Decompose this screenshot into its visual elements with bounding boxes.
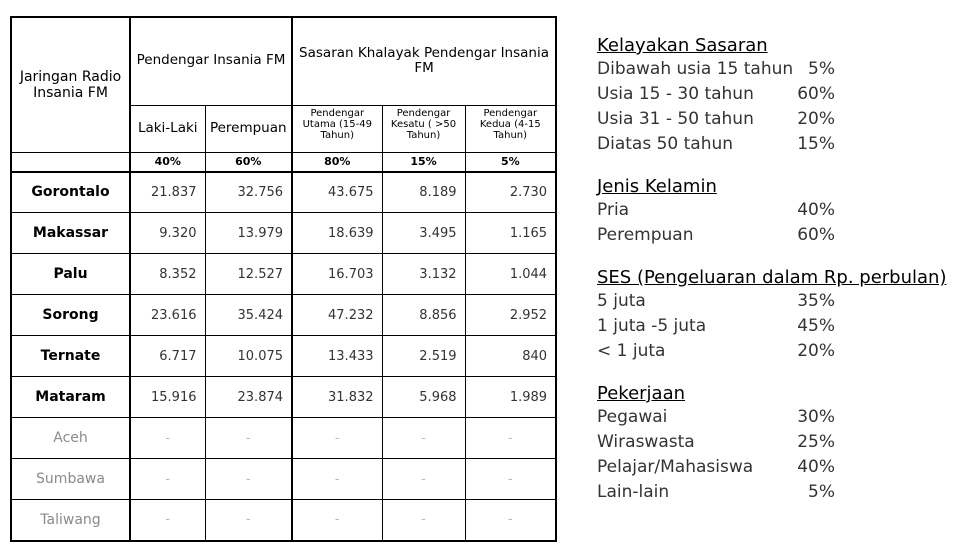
value-cell: - [130,459,205,500]
value-cell: - [465,418,556,459]
value-cell: 43.675 [292,172,382,213]
value-cell: 5.968 [382,377,465,418]
sub-header-female: Perempuan [205,105,292,152]
item-label: Pegawai [597,407,668,427]
item-value: 5% [808,59,835,79]
profile-section [597,266,947,364]
value-cell: 15.916 [130,377,205,418]
value-cell: 13.979 [205,213,292,254]
table-body [11,172,556,541]
profile-item [597,132,947,157]
profile-section [597,175,947,248]
table-row [11,459,556,500]
pct-second: 5% [465,152,556,172]
table-row [11,336,556,377]
item-label: Lain-lain [597,482,670,502]
profile-item [597,107,947,132]
value-cell: - [382,459,465,500]
value-cell: 47.232 [292,295,382,336]
item-label: 1 juta -5 juta [597,316,707,336]
sub-header-second: Pendengar Kedua (4-15 Tahun) [465,105,556,152]
value-cell: 12.527 [205,254,292,295]
group-header-target: Sasaran Khalayak Pendengar Insania FM [292,17,556,105]
value-cell: 10.075 [205,336,292,377]
profile-item [597,314,947,339]
value-cell: 8.189 [382,172,465,213]
table-row [11,172,556,213]
value-cell: - [292,459,382,500]
sub-header-first: Pendengar Kesatu ( >50 Tahun) [382,105,465,152]
section-title: Kelayakan Sasaran [597,35,768,56]
profile-section [597,382,947,505]
sub-header-main: Pendengar Utama (15-49 Tahun) [292,105,382,152]
item-label: Usia 15 - 30 tahun [597,84,754,104]
value-cell: 3.132 [382,254,465,295]
value-cell: - [205,459,292,500]
item-label: 5 juta [597,291,646,311]
item-value: 40% [797,200,835,220]
city-cell: Palu [11,254,130,295]
item-value: 60% [797,84,835,104]
table-row [11,213,556,254]
value-cell: 8.856 [382,295,465,336]
value-cell: 2.730 [465,172,556,213]
value-cell: 1.044 [465,254,556,295]
item-label: Pria [597,200,630,220]
item-value: 40% [797,457,835,477]
item-label: Usia 31 - 50 tahun [597,109,754,129]
value-cell: 2.519 [382,336,465,377]
value-cell: 1.989 [465,377,556,418]
item-value: 30% [797,407,835,427]
profile-item [597,455,947,480]
profile-item [597,82,947,107]
pct-main: 80% [292,152,382,172]
value-cell: 31.832 [292,377,382,418]
profile-item [597,289,947,314]
city-cell: Makassar [11,213,130,254]
item-label: Dibawah usia 15 tahun [597,59,794,79]
value-cell: - [465,500,556,541]
value-cell: 8.352 [130,254,205,295]
profile-item [597,223,947,248]
pct-female: 60% [205,152,292,172]
item-value: 5% [808,482,835,502]
corner-header: Jaringan Radio Insania FM [11,17,130,152]
value-cell: 6.717 [130,336,205,377]
value-cell: - [382,500,465,541]
sub-header-male: Laki-Laki [130,105,205,152]
value-cell: 13.433 [292,336,382,377]
item-value: 20% [797,109,835,129]
profile-item [597,339,947,364]
value-cell: 3.495 [382,213,465,254]
value-cell: - [292,418,382,459]
value-cell: - [205,500,292,541]
value-cell: - [382,418,465,459]
item-label: Diatas 50 tahun [597,134,734,154]
table-row [11,418,556,459]
item-label: Pelajar/Mahasiswa [597,457,754,477]
item-value: 20% [797,341,835,361]
item-value: 45% [797,316,835,336]
profile-item [597,430,947,455]
section-title: Jenis Kelamin [597,176,717,197]
target-profile-panel [597,34,947,523]
profile-section [597,34,947,157]
table-row [11,377,556,418]
profile-item [597,405,947,430]
pct-corner [11,152,130,172]
item-label: Perempuan [597,225,694,245]
value-cell: 840 [465,336,556,377]
section-title: SES (Pengeluaran dalam Rp. perbulan) [597,267,947,288]
value-cell: - [465,459,556,500]
item-value: 25% [797,432,835,452]
city-cell: Sumbawa [11,459,130,500]
city-cell: Aceh [11,418,130,459]
pct-male: 40% [130,152,205,172]
value-cell: 21.837 [130,172,205,213]
value-cell: - [130,500,205,541]
item-value: 35% [797,291,835,311]
city-cell: Ternate [11,336,130,377]
value-cell: - [205,418,292,459]
city-cell: Sorong [11,295,130,336]
profile-item [597,57,947,82]
profile-item [597,480,947,505]
table-row [11,254,556,295]
value-cell: 1.165 [465,213,556,254]
value-cell: 35.424 [205,295,292,336]
profile-item [597,198,947,223]
item-label: < 1 juta [597,341,666,361]
table-row [11,295,556,336]
value-cell: 18.639 [292,213,382,254]
section-title: Pekerjaan [597,383,686,404]
value-cell: 32.756 [205,172,292,213]
group-header-listeners: Pendengar Insania FM [130,17,292,105]
city-cell: Taliwang [11,500,130,541]
pct-first: 15% [382,152,465,172]
value-cell: 2.952 [465,295,556,336]
value-cell: 23.874 [205,377,292,418]
value-cell: - [292,500,382,541]
item-label: Wiraswasta [597,432,695,452]
value-cell: - [130,418,205,459]
value-cell: 16.703 [292,254,382,295]
value-cell: 23.616 [130,295,205,336]
item-value: 15% [797,134,835,154]
value-cell: 9.320 [130,213,205,254]
table-row [11,500,556,541]
city-cell: Mataram [11,377,130,418]
audience-table [10,16,557,542]
city-cell: Gorontalo [11,172,130,213]
item-value: 60% [797,225,835,245]
